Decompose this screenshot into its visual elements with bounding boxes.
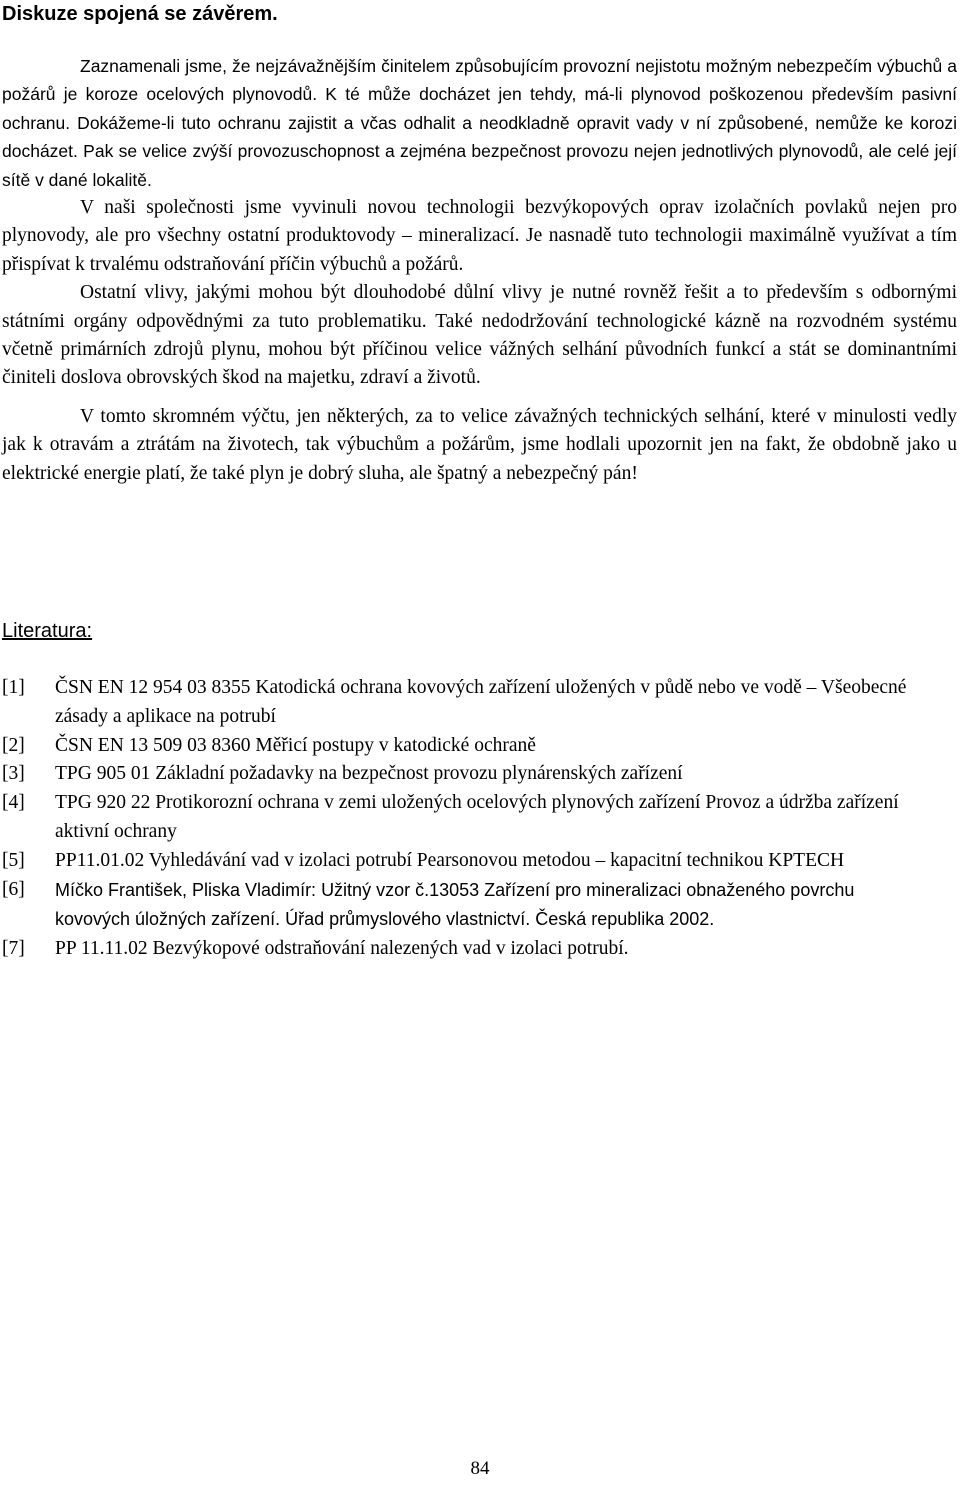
- discussion-body: [2, 52, 957, 488]
- reference-text: ČSN EN 12 954 03 8355 Katodická ochrana kovových zařízení uložených v půdě nebo ve vodě – Všeobecné zásady a aplikace na potrubí: [55, 677, 907, 727]
- reference-number: [6]: [2, 878, 25, 900]
- reference-item: [2, 760, 922, 789]
- paragraph: V tomto skromném výčtu, jen některých, za to velice závažných technických selhání, které v minulosti vedly jak k otravám a ztrátám na životech, tak výbuchům a požárům, jsme hodlali upozornit jen na fakt, že obdobně jako u elektrické energie platí, že také plyn je dobrý sluha, ale špatný a nebezpečný pán!: [2, 405, 957, 484]
- reference-text: TPG 920 22 Protikorozní ochrana v zemi uložených ocelových plynových zařízení Provoz a údržba zařízení aktivní ochrany: [55, 792, 899, 842]
- reference-item: [2, 935, 922, 964]
- reference-number: [7]: [2, 938, 25, 960]
- section-heading: Diskuze spojená se závěrem.: [2, 3, 278, 25]
- reference-item: [2, 847, 922, 876]
- reference-text: TPG 905 01 Základní požadavky na bezpečnost provozu plynárenských zařízení: [55, 763, 683, 785]
- reference-text: PP11.01.02 Vyhledávání vad v izolaci potrubí Pearsonovou metodou – kapacitní technikou KPTECH: [55, 849, 845, 871]
- reference-text: PP 11.11.02 Bezvýkopové odstraňování nalezených vad v izolaci potrubí.: [55, 938, 629, 960]
- reference-number: [1]: [2, 677, 25, 698]
- paragraph: V naši společnosti jsme vyvinuli novou technologii bezvýkopových oprav izolačních povlaků nejen pro plynovody, ale pro všechny ostatní produktovody – mineralizací. Je nasnadě tuto technologii maximálně využívat a tím přispívat k trvalému odstraňování příčin výbuchů a požárů.: [2, 197, 957, 275]
- reference-number: [3]: [2, 763, 25, 785]
- reference-text: Míčko František, Pliska Vladimír: Užitný vzor č.13053 Zařízení pro mineralizaci obnaženého povrchu kovových úložných zařízení. Úřad průmyslového vlastnictví. Česká republika 2002.: [55, 879, 855, 930]
- reference-item: [2, 674, 922, 732]
- reference-list: [2, 674, 922, 964]
- paragraph: Ostatní vlivy, jakými mohou být dlouhodobé důlní vlivy je nutné rovněž řešit a to především s odbornými státními orgány odpovědnými za tuto problematiku. Také nedodržování technologické kázně na rozvodném systému včetně primárních zdrojů plynu, mohou být příčinou velice vážných selhání původních funkcí a stát se dominantními činiteli doslova obrovských škod na majetku, zdraví a životů.: [2, 282, 957, 389]
- reference-item: [2, 789, 922, 847]
- reference-item: [2, 876, 922, 936]
- page-number: 84: [470, 1458, 490, 1479]
- paragraph: Zaznamenali jsme, že nejzávažnějším činitelem způsobujícím provozní nejistotu možným nebezpečím výbuchů a požárů je koroze ocelových plynovodů. K té může docházet jen tehdy, má-li plynovod poškozenou především pasivní ochranu. Dokážeme-li tuto ochranu zajistit a včas odhalit a neodkladně opravit vady v ní způsobené, nemůže ke korozi docházet. Pak se velice zvýší provozuschopnost a zejména bezpečnost provozu nejen jednotlivých plynovodů, ale celé její sítě v dané lokalitě.: [2, 56, 957, 190]
- reference-number: [5]: [2, 849, 25, 871]
- reference-number: [2]: [2, 734, 25, 756]
- reference-item: [2, 732, 922, 761]
- literature-heading: Literatura:: [2, 620, 93, 642]
- reference-text: ČSN EN 13 509 03 8360 Měřicí postupy v katodické ochraně: [55, 734, 536, 756]
- reference-number: [4]: [2, 792, 25, 814]
- paragraph-gap: [2, 393, 957, 403]
